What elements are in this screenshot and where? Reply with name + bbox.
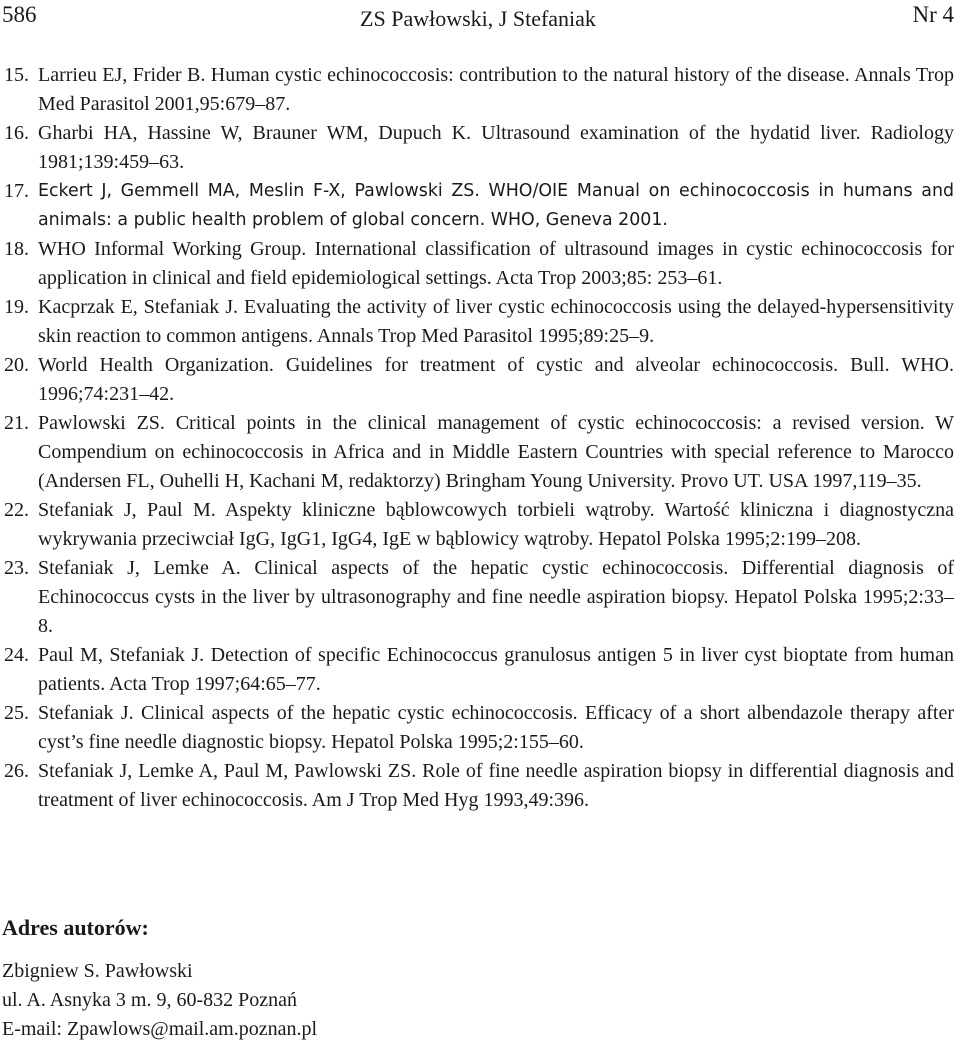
reference-text: Eckert J, Gemmell MA, Meslin F-X, Pawlowski ZS. WHO/OIE Manual on echinococcosis in humans and animals: a public health problem of global concern. WHO, Geneva 2001. [38, 181, 954, 230]
issue-number: Nr 4 [912, 2, 954, 27]
address-email[interactable]: E-mail: Zpawlows@mail.am.poznan.pl [2, 1018, 318, 1040]
reference-number: 24. [4, 644, 29, 666]
reference-item [4, 641, 954, 699]
reference-number: 25. [4, 702, 29, 724]
reference-item [4, 496, 954, 554]
running-title: ZS Pawłowski, J Stefaniak [360, 6, 596, 31]
reference-item [4, 293, 954, 351]
reference-number: 17. [4, 180, 29, 202]
reference-item [4, 409, 954, 496]
address-name: Zbigniew S. Pawłowski [2, 960, 193, 982]
reference-text: Larrieu EJ, Frider B. Human cystic echinococcosis: contribution to the natural history of the disease. Annals Trop Med Parasitol 2001,95:679–87. [38, 64, 954, 115]
reference-item [4, 554, 954, 641]
reference-text: Stefaniak J, Lemke A. Clinical aspects of the hepatic cystic echinococcosis. Differential diagnosis of Echinococcus cysts in the liver by ultrasonography and fine needle aspiration biopsy. Hepatol Polska 1995;2:33–8. [38, 557, 954, 637]
reference-number: 15. [4, 64, 29, 86]
reference-item [4, 699, 954, 757]
page-header [2, 2, 954, 36]
reference-text: Kacprzak E, Stefaniak J. Evaluating the activity of liver cystic echinococcosis using the delayed-hypersensitivity skin reaction to common antigens. Annals Trop Med Parasitol 1995;89:25–9. [38, 296, 954, 347]
reference-item [4, 757, 954, 815]
reference-number: 21. [4, 412, 29, 434]
author-address [2, 915, 317, 1044]
reference-text: Pawlowski ZS. Critical points in the clinical management of cystic echinococcosis: a revised version. W Compendium on echinococcosis in Africa and in Middle Eastern Countries with special reference to Marocco (Andersen FL, Ouhelli H, Kachani M, redaktorzy) Bringham Young University. Provo UT. USA 1997,119–35. [38, 412, 954, 492]
reference-text: World Health Organization. Guidelines for treatment of cystic and alveolar echinococcosis. Bull. WHO. 1996;74:231–42. [38, 354, 954, 405]
reference-text: Stefaniak J, Lemke A, Paul M, Pawlowski ZS. Role of fine needle aspiration biopsy in differential diagnosis and treatment of liver echinococcosis. Am J Trop Med Hyg 1993,49:396. [38, 760, 954, 811]
reference-text: Paul M, Stefaniak J. Detection of specific Echinococcus granulosus antigen 5 in liver cyst bioptаte from human patients. Acta Trop 1997;64:65–77. [38, 644, 954, 695]
reference-item [4, 61, 954, 119]
reference-text: Stefaniak J. Clinical aspects of the hepatic cystic echinococcosis. Efficacy of a short albendazole therapy after cyst’s fine needle diagnostic biopsy. Hepatol Polska 1995;2:155–60. [38, 702, 954, 753]
reference-number: 23. [4, 557, 29, 579]
reference-text: Gharbi HA, Hassine W, Brauner WM, Dupuch K. Ultrasound examination of the hydatid liver. Radiology 1981;139:459–63. [38, 122, 954, 173]
reference-number: 26. [4, 760, 29, 782]
reference-text: WHO Informal Working Group. International classification of ultrasound images in cystic echinococcosis for application in clinical and field epidemiological settings. Acta Trop 2003;85: 253–61. [38, 238, 954, 289]
reference-number: 19. [4, 296, 29, 318]
reference-number: 20. [4, 354, 29, 376]
reference-item [4, 177, 954, 235]
address-heading: Adres autorów: [2, 915, 149, 940]
page-number: 586 [2, 2, 37, 27]
reference-text: Stefaniak J, Paul M. Aspekty kliniczne bąblowcowych torbieli wątroby. Wartość kliniczna i diagnostyczna wykrywania przeciwciał IgG, IgG1, IgG4, IgE w bąblowicy wątroby. Hepatol Polska 1995;2:199–208. [38, 499, 954, 550]
reference-number: 16. [4, 122, 29, 144]
reference-number: 18. [4, 238, 29, 260]
reference-list [4, 61, 954, 815]
reference-item [4, 351, 954, 409]
reference-item [4, 235, 954, 293]
reference-item [4, 119, 954, 177]
reference-number: 22. [4, 499, 29, 521]
address-street: ul. A. Asnyka 3 m. 9, 60-832 Poznań [2, 989, 297, 1011]
